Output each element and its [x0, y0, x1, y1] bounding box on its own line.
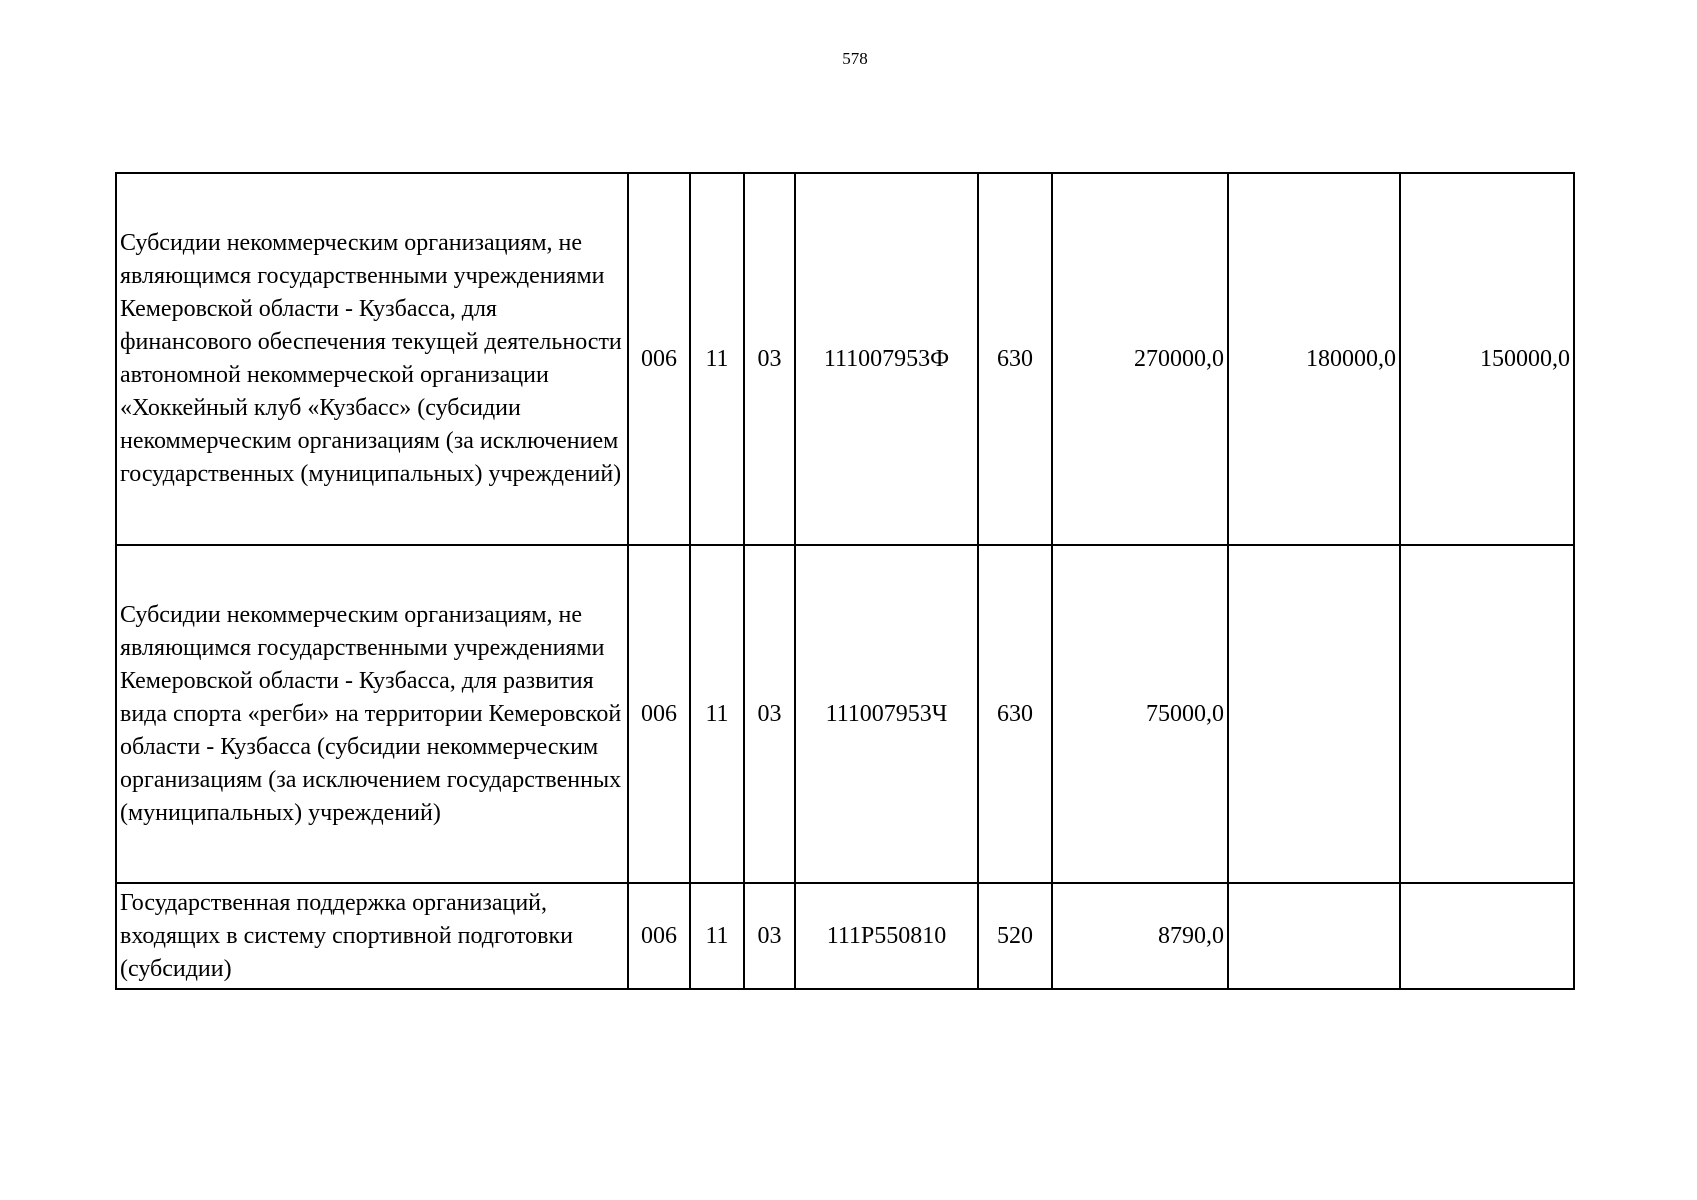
table-row — [116, 173, 1574, 545]
ministry-code-cell: 006 — [628, 883, 690, 989]
amount-2-cell — [1228, 545, 1400, 883]
target-article-cell: 111P550810 — [795, 883, 978, 989]
page-number: 578 — [842, 49, 868, 68]
table-row — [116, 883, 1574, 989]
expense-name-cell: Государственная поддержка организаций, входящих в систему спортивной подготовки (субсидии) — [116, 883, 628, 989]
amount-1-cell: 270000,0 — [1052, 173, 1228, 545]
subsection-code-cell: 03 — [744, 883, 795, 989]
table-row — [116, 545, 1574, 883]
expense-type-cell: 630 — [978, 173, 1052, 545]
expense-type-cell: 630 — [978, 545, 1052, 883]
amount-3-cell — [1400, 545, 1574, 883]
amount-1-cell: 75000,0 — [1052, 545, 1228, 883]
target-article-cell: 111007953Ч — [795, 545, 978, 883]
expense-name-cell: Субсидии некоммерческим организациям, не являющимся государственными учреждениями Кемеровской области - Кузбасса, для финансового обеспечения текущей деятельности автономной некоммерческой организации «Хоккейный клуб «Кузбасс» (субсидии некоммерческим организациям (за исключением государственных (муниципальных) учреждений) — [116, 173, 628, 545]
expense-name-cell: Субсидии некоммерческим организациям, не являющимся государственными учреждениями Кемеровской области - Кузбасса, для развития вида спорта «регби» на территории Кемеровской области - Кузбасса (субсидии некоммерческим организациям (за исключением государственных (муниципальных) учреждений) — [116, 545, 628, 883]
section-code-cell: 11 — [690, 545, 744, 883]
target-article-cell: 111007953Ф — [795, 173, 978, 545]
section-code-cell: 11 — [690, 173, 744, 545]
subsection-code-cell: 03 — [744, 173, 795, 545]
amount-2-cell: 180000,0 — [1228, 173, 1400, 545]
amount-2-cell — [1228, 883, 1400, 989]
ministry-code-cell: 006 — [628, 545, 690, 883]
expense-type-cell: 520 — [978, 883, 1052, 989]
amount-1-cell: 8790,0 — [1052, 883, 1228, 989]
amount-3-cell: 150000,0 — [1400, 173, 1574, 545]
subsection-code-cell: 03 — [744, 545, 795, 883]
amount-3-cell — [1400, 883, 1574, 989]
ministry-code-cell: 006 — [628, 173, 690, 545]
section-code-cell: 11 — [690, 883, 744, 989]
budget-table — [115, 172, 1575, 990]
